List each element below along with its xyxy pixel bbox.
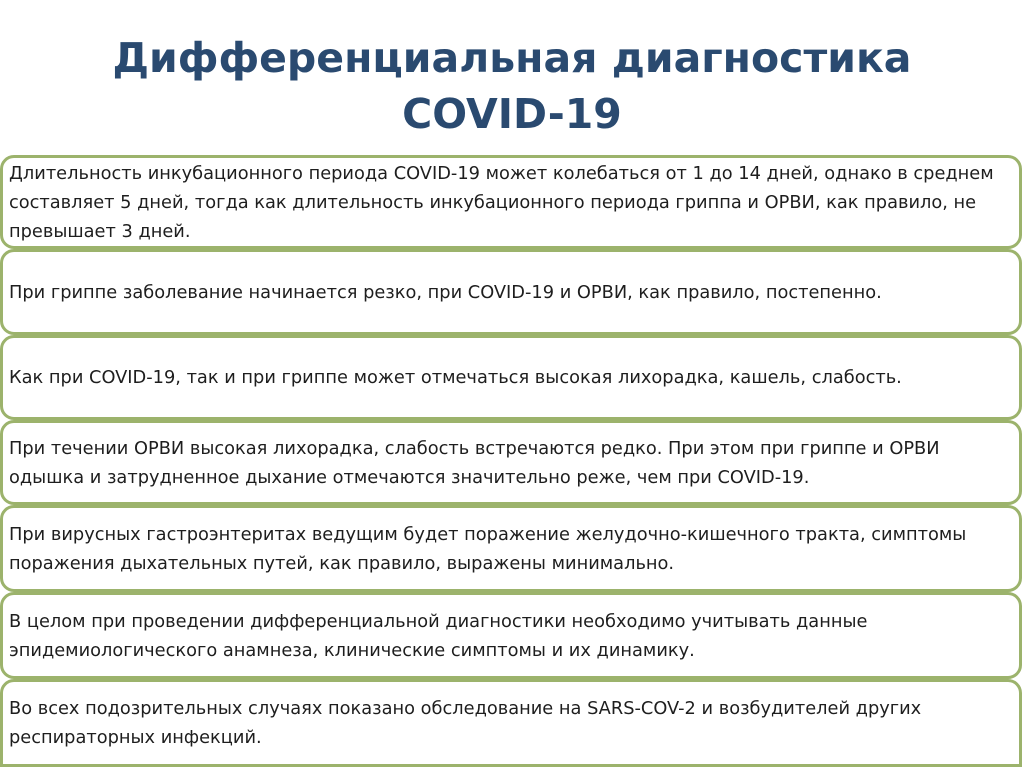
info-box-text: В целом при проведении дифференциальной диагностики необходимо учитывать данные эпидемиологического анамнеза, клинические симптомы и их динамику. (9, 610, 868, 661)
info-box-incubation (0, 155, 1022, 249)
info-box-onset (0, 249, 1022, 335)
info-box-gastroenteritis (0, 505, 1022, 592)
info-box-text: При вирусных гастроэнтеритах ведущим будет поражение желудочно-кишечного тракта, симптомы поражения дыхательных путей, как правило, выражены минимально. (9, 523, 967, 574)
info-box-testing (0, 679, 1022, 767)
info-box-orvi-course (0, 420, 1022, 505)
info-box-text: При гриппе заболевание начинается резко, при COVID-19 и ОРВИ, как правило, постепенно. (9, 281, 882, 303)
info-box-symptoms (0, 335, 1022, 420)
slide-title-line1: Дифференциальная диагностика (112, 34, 912, 82)
slide-title-line2: COVID-19 (402, 90, 622, 138)
info-box-text: При течении ОРВИ высокая лихорадка, слабость встречаются редко. При этом при гриппе и ОРВИ одышка и затрудненное дыхание отмечаются значительно реже, чем при COVID-19. (9, 437, 940, 488)
info-box-text: Как при COVID-19, так и при гриппе может отмечаться высокая лихорадка, кашель, слабость. (9, 367, 902, 388)
info-box-text: Длительность инкубационного периода COVID-19 может колебаться от 1 до 14 дней, однако в среднем составляет 5 дней, тогда как длительность инкубационного периода гриппа и ОРВИ, как правило, не превышает 3 дней. (9, 162, 994, 242)
slide-title (0, 30, 1024, 142)
info-box-general (0, 592, 1022, 679)
info-box-text: Во всех подозрительных случаях показано обследование на SARS-COV-2 и возбудителей других респираторных инфекций. (9, 698, 922, 748)
